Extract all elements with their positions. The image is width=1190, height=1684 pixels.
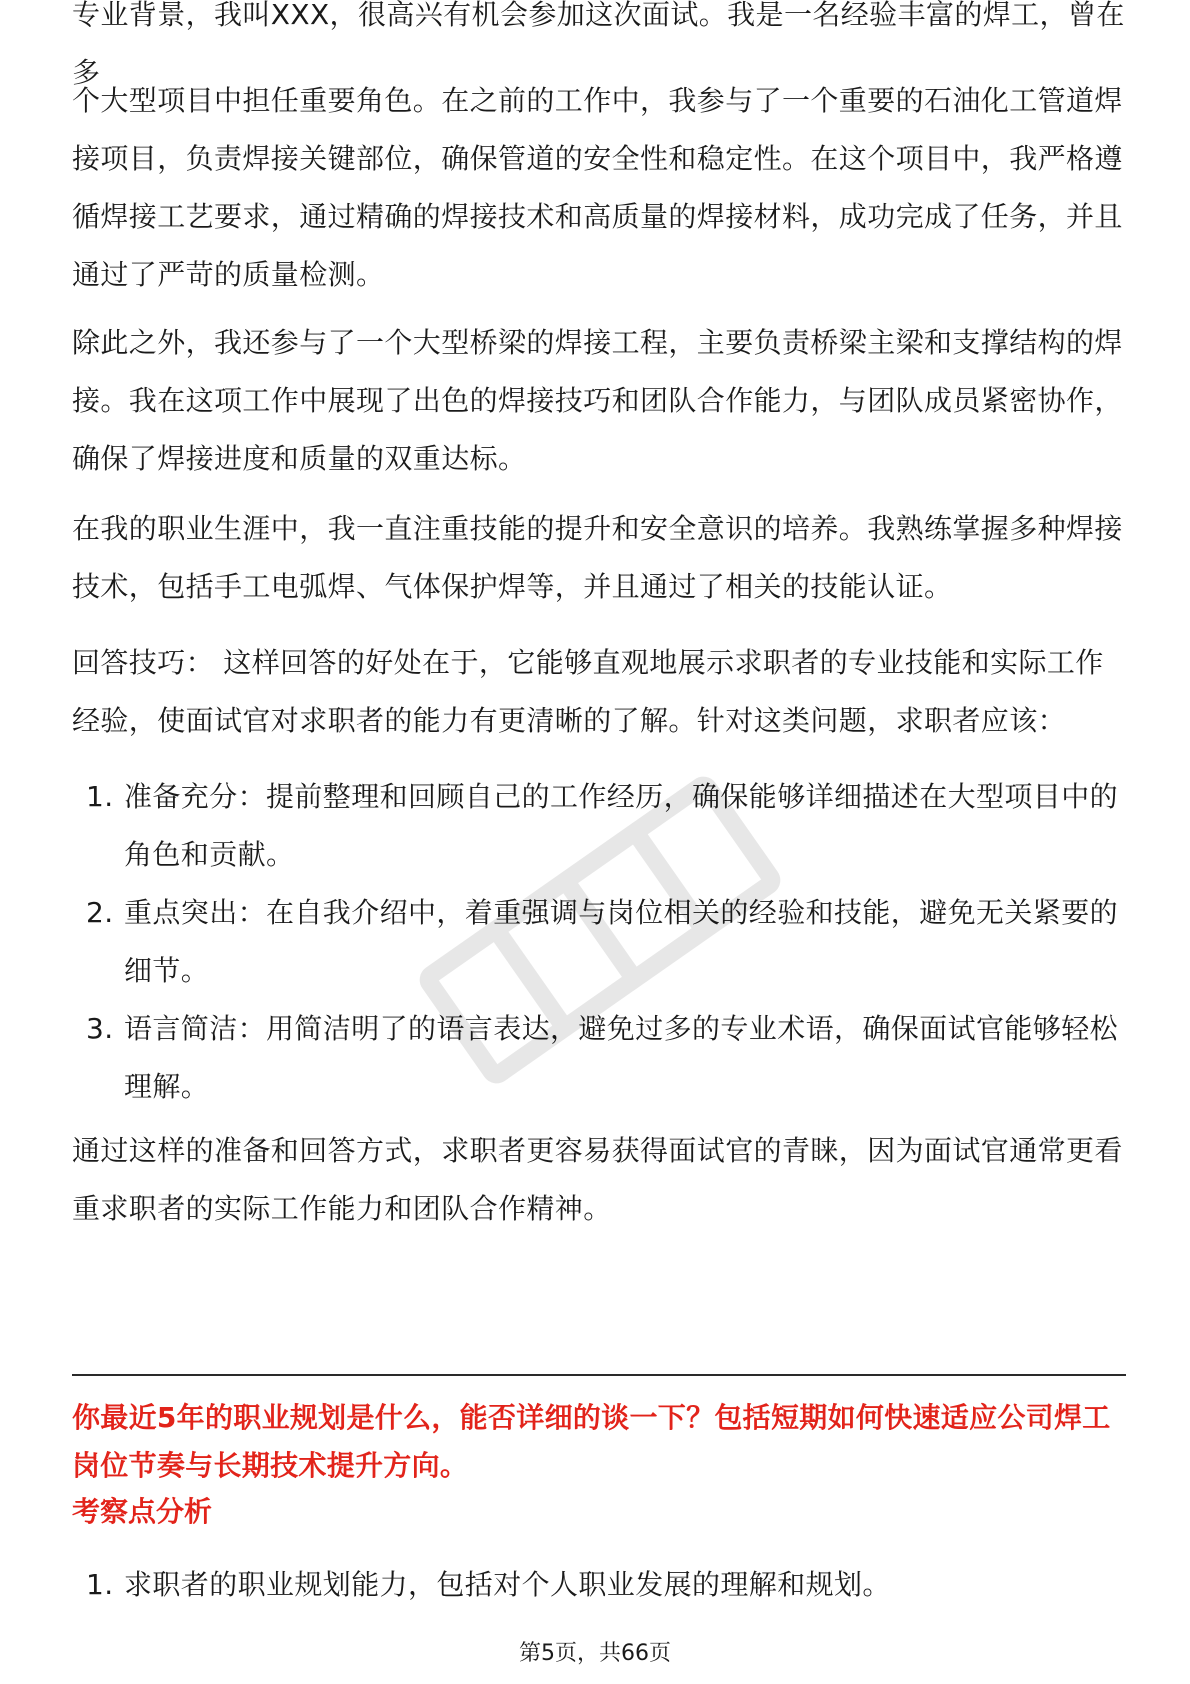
closing-block [72, 1122, 1128, 1238]
answer-tips-block [72, 634, 1128, 750]
paragraph-cut-line: 专业背景，我叫XXX，很高兴有机会参加这次面试。我是一名经验丰富的焊工，曾在多 [72, 0, 1125, 89]
list-item-text: 重点突出：在自我介绍中，着重强调与岗位相关的经验和技能，避免无关紧要的细节。 [124, 896, 1119, 987]
paragraph-bridge-project: 除此之外，我还参与了一个大型桥梁的焊接工程，主要负责桥梁主梁和支撑结构的焊接。我在这项工作中展现了出色的焊接技巧和团队合作能力，与团队成员紧密协作，确保了焊接进度和质量的双重达标。 [72, 326, 1123, 475]
list-item-text: 语言简洁：用简洁明了的语言表达，避免过多的专业术语，确保面试官能够轻松理解。 [124, 1012, 1119, 1103]
analysis-numbered-list [72, 1556, 1128, 1614]
analysis-heading: 考察点分析 [72, 1495, 213, 1528]
analysis-heading-block [72, 1492, 1128, 1532]
list-item [72, 1000, 1128, 1116]
body-text-block-2 [72, 314, 1128, 488]
question-block [72, 1394, 1128, 1490]
list-item-number: 3. [86, 1012, 114, 1045]
page-footer: 第5页，共66页 [519, 1641, 671, 1666]
paragraph-closing: 通过这样的准备和回答方式，求职者更容易获得面试官的青睐，因为面试官通常更看重求职者的实际工作能力和团队合作精神。 [72, 1134, 1123, 1225]
tips-list-block [72, 768, 1128, 1116]
list-item [72, 1556, 1128, 1614]
body-text-block-3 [72, 500, 1128, 616]
paragraph-answer-tips: 回答技巧： 这样回答的好处在于，它能够直观地展示求职者的专业技能和实际工作经验，使面试官对求职者的能力有更清晰的了解。针对这类问题，求职者应该： [72, 646, 1104, 737]
list-item [72, 884, 1128, 1000]
tips-numbered-list [72, 768, 1128, 1116]
section-divider [72, 1374, 1126, 1376]
analysis-list-block [72, 1556, 1128, 1614]
interview-question: 你最近5年的职业规划是什么，能否详细的谈一下？包括短期如何快速适应公司焊工岗位节奏与长期技术提升方向。 [72, 1401, 1111, 1482]
list-item-number: 1. [86, 780, 114, 813]
list-item-number: 1. [86, 1568, 114, 1601]
paragraph-career-skills: 在我的职业生涯中，我一直注重技能的提升和安全意识的培养。我熟练掌握多种焊接技术，包括手工电弧焊、气体保护焊等，并且通过了相关的技能认证。 [72, 512, 1123, 603]
list-item-number: 2. [86, 896, 114, 929]
list-item-text: 准备充分：提前整理和回顾自己的工作经历，确保能够详细描述在大型项目中的角色和贡献。 [124, 780, 1119, 871]
body-text-block-1 [72, 72, 1128, 304]
list-item [72, 768, 1128, 884]
cut-off-top-line [72, 0, 1128, 89]
paragraph-experience: 个大型项目中担任重要角色。在之前的工作中，我参与了一个重要的石油化工管道焊接项目，负责焊接关键部位，确保管道的安全性和稳定性。在这个项目中，我严格遵循焊接工艺要求，通过精确的焊接技术和高质量的焊接材料，成功完成了任务，并且通过了严苛的质量检测。 [72, 84, 1123, 291]
list-item-text: 求职者的职业规划能力，包括对个人职业发展的理解和规划。 [124, 1568, 891, 1601]
